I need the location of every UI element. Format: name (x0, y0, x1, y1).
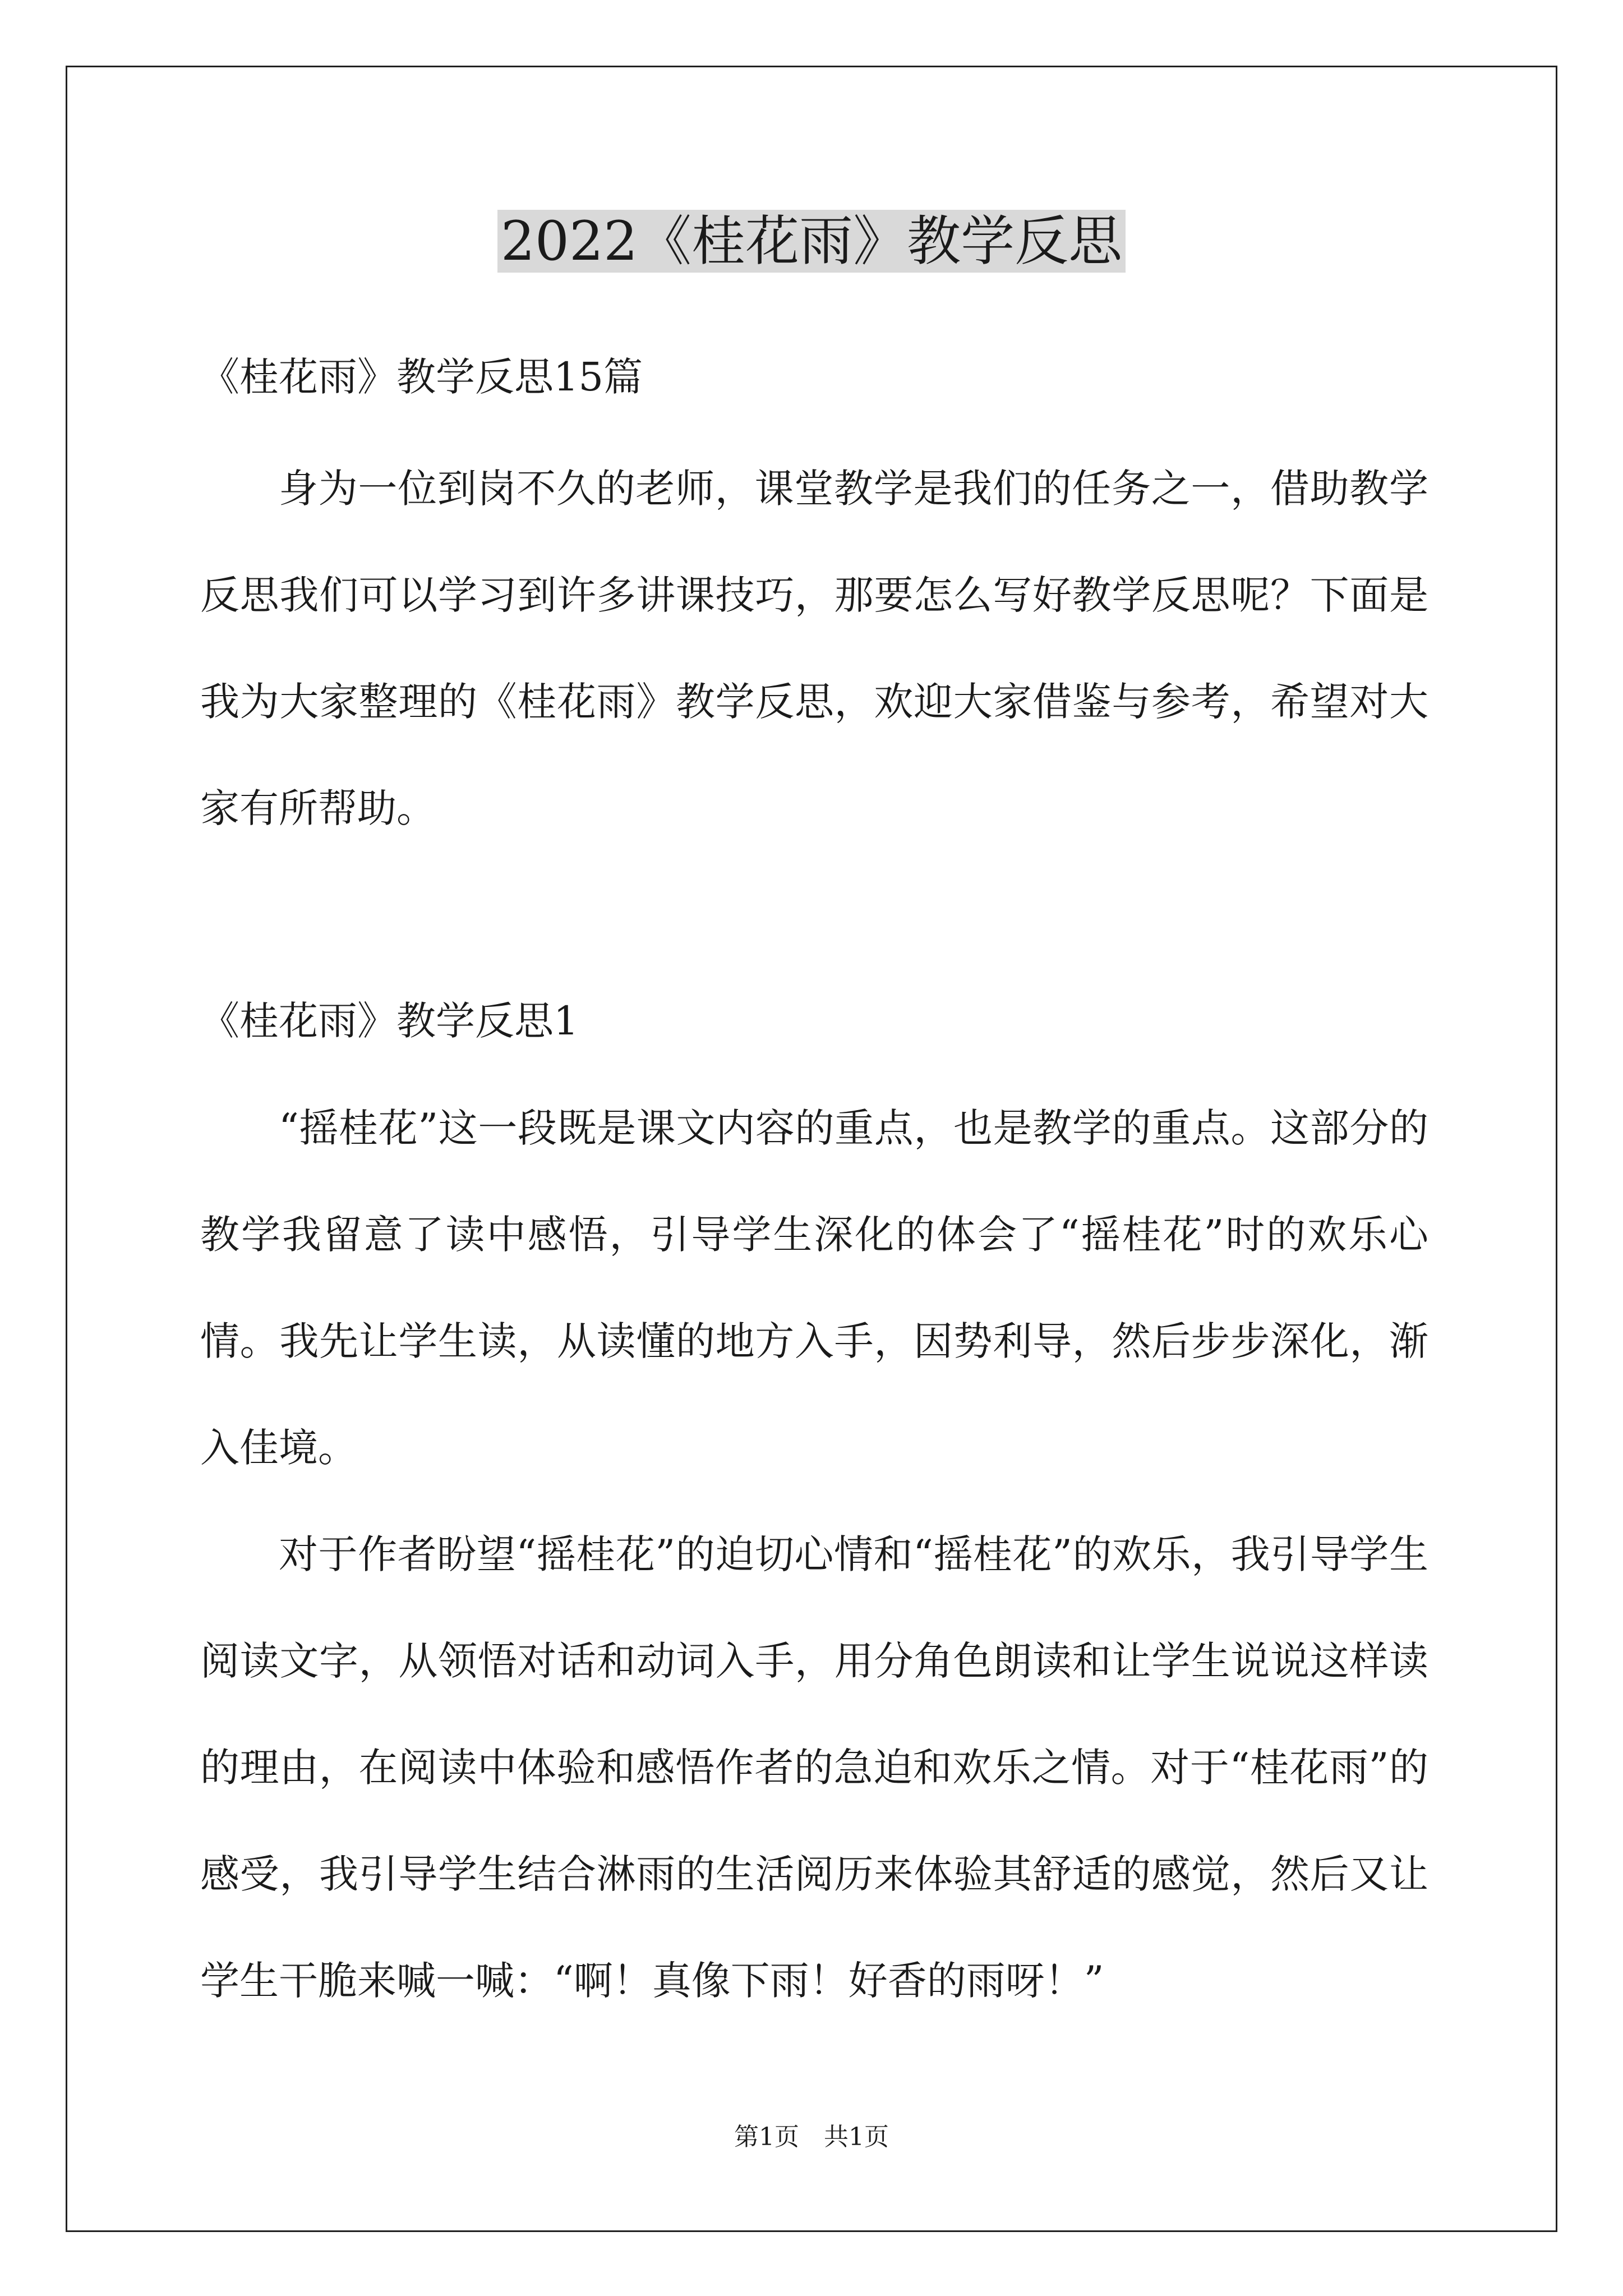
document-subtitle: 《桂花雨》教学反思15篇 (200, 354, 643, 400)
section1-paragraph-2: 对于作者盼望“摇桂花”的迫切心情和“摇桂花”的欢乐，我引导学生阅读文字，从领悟对话和动词入手，用分角色朗读和让学生说说这样读的理由，在阅读中体验和感悟作者的急迫和欢乐之情。对于“桂花雨”的感受，我引导学生结合淋雨的生活阅历来体验其舒适的感觉，然后又让学生干脆来喊一喊：“啊！真像下雨！好香的雨呀！” (200, 1531, 1428, 2004)
page-footer: 第1页 共1页 (734, 2123, 889, 2151)
document-title-text: 2022《桂花雨》教学反思 (497, 210, 1126, 273)
document-title (0, 205, 1623, 278)
section-heading-1: 《桂花雨》教学反思1 (200, 998, 579, 1044)
section1-paragraph-1: “摇桂花”这一段既是课文内容的重点，也是教学的重点。这部分的教学我留意了读中感悟，引导学生深化的体会了“摇桂花”时的欢乐心情。我先让学生读，从读懂的地方入手，因势利导，然后步步深化，渐入佳境。 (200, 1105, 1428, 1471)
intro-paragraph: 身为一位到岗不久的老师，课堂教学是我们的任务之一，借助教学反思我们可以学习到许多讲课技巧，那要怎么写好教学反思呢？下面是我为大家整理的《桂花雨》教学反思，欢迎大家借鉴与参考，希望对大家有所帮助。 (200, 466, 1428, 831)
